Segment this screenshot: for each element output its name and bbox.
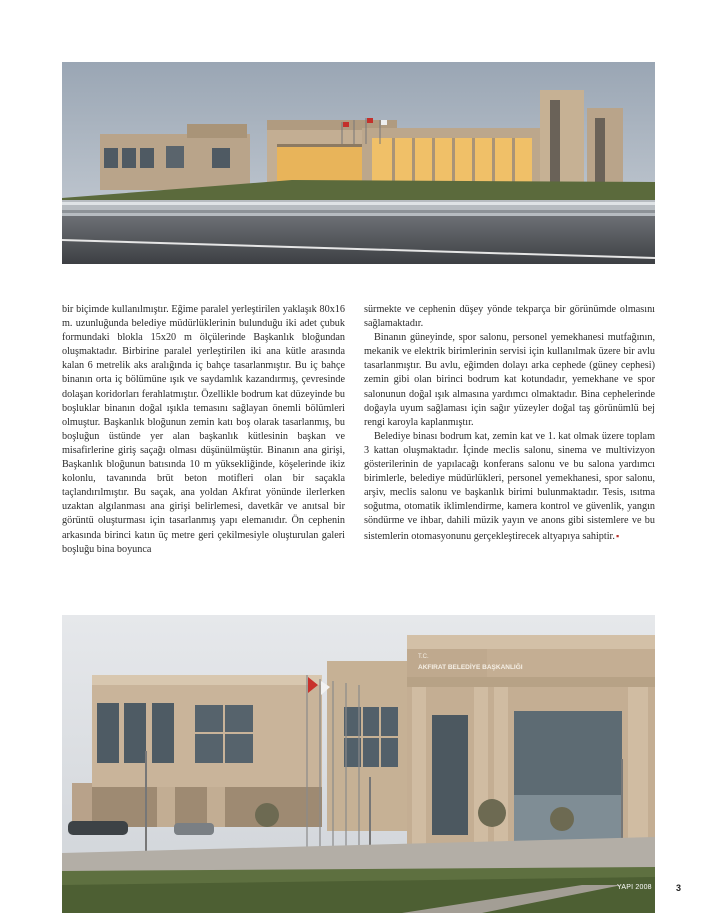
article-paragraph: sürmekte ve cephenin düşey yönde tekparça bir görünümde olmasını sağlamaktadır. [364, 304, 655, 330]
end-mark-icon: ▪ [615, 530, 620, 541]
building-day-illustration [62, 615, 655, 913]
article-paragraph: Binanın güneyinde, spor salonu, personel yemekhanesi mutfağının, mekanik ve elektrik birimlerinin servisi için kullanılmak üzere bir avlu tasarlanmıştır. Bu avlu, eğimden dolayı arka cephede (güney cephesi) zemin gibi olan birinci bodrum kat kotundadır, yemekhane ve spor salonunun doğal ışık almasına yardımcı olmaktadır. Bina cephelerinde doğayla uyum sağlaması için sağır yüzeyler doğal taş görünümlü bej rengi karoyla kaplanmıştır. [364, 332, 655, 428]
building-photo-top [62, 62, 655, 264]
article-paragraph: bir biçimde kullanılmıştır. Eğime paralel yerleştirilen yaklaşık 80x16 m. uzunluğunda belediye müdürlüklerinin bulunduğu iki adet çubuk formundaki blokla 15x20 m ölçülerinde Başkanlık bloğundan oluşmaktadır. Birbirine paralel yerleştirilen iki ana kütle arasında kalan 6 metrelik aks aralığında iç bahçe tasarlanmıştır. Bu iç bahçe binanın orta iç bölümüne ışık ve saydamlık kazandırmış, çevresinde dolaşan koridorları ferahlatmıştır. Özellikle bodrum kat düzeyinde bu boşluklar binanın doğal ışıkla temasını sağlayan önemli bölümleri olmuştur. Başkanlık bloğunun zemin katı boş olarak tasarlanmış, bu boşluğun üstünde yer alan başkanlık kütlesinin başkan ve misafirlerine giriş saçağı olması düşünülmüştür. Binanın ana girişi, Başkanlık bloğunun batısında 10 m yüksekliğinde, köşelerinde ikiz kolonlu, tavanında brüt beton motifleri olan bir saçakla taçlandırılmıştır. Bu saçak, ana yoldan Akfırat yönünde ilerlerken uzaktan algılanması ana girişi belirlemesi, davetkâr ve anıtsal bir görüntü oluşturması için tasarlanmış yapı elemanıdır. Ön cephenin arkasında birinci katın üç metre geri çekilmesiyle oluşturulan galeri boşluğu bina boyunca [62, 304, 345, 555]
page-number: 3 [676, 883, 682, 893]
building-photo-bottom [62, 615, 655, 913]
article-paragraph-text: Belediye binası bodrum kat, zemin kat ve 1. kat olmak üzere toplam 3 kattan oluşmaktadır. İçinde meclis salonu, sinema ve multivizyon gösterilerinin de yapılacağı konferans salonu ve bu salona yardımcı birimlerle, belediye müdürlükleri, personel yemekhanesi, spor salonu, arşiv, meclis salonu ve başkanlık birimi bulunmaktadır. Tesis, ısıtma soğutma, otomatik iklimlendirme, kamera kontrol ve güvenlik, yangın söndürme ve ihbar, dahili müzik yayın ve anons gibi sistemlere ve bu sistemlerin otomasyonunu gerçekleştirecek altyapıya sahiptir. [364, 430, 655, 542]
building-sign-name: AKFIRAT BELEDİYE BAŞKANLIĞI [418, 664, 523, 671]
magazine-footer: YAPI 2008 [617, 884, 652, 891]
article-column-right [364, 303, 655, 544]
article-column-left [62, 303, 345, 557]
building-night-illustration [62, 62, 655, 264]
building-sign-tc: T.C. [418, 654, 429, 660]
article-paragraph [364, 430, 655, 544]
